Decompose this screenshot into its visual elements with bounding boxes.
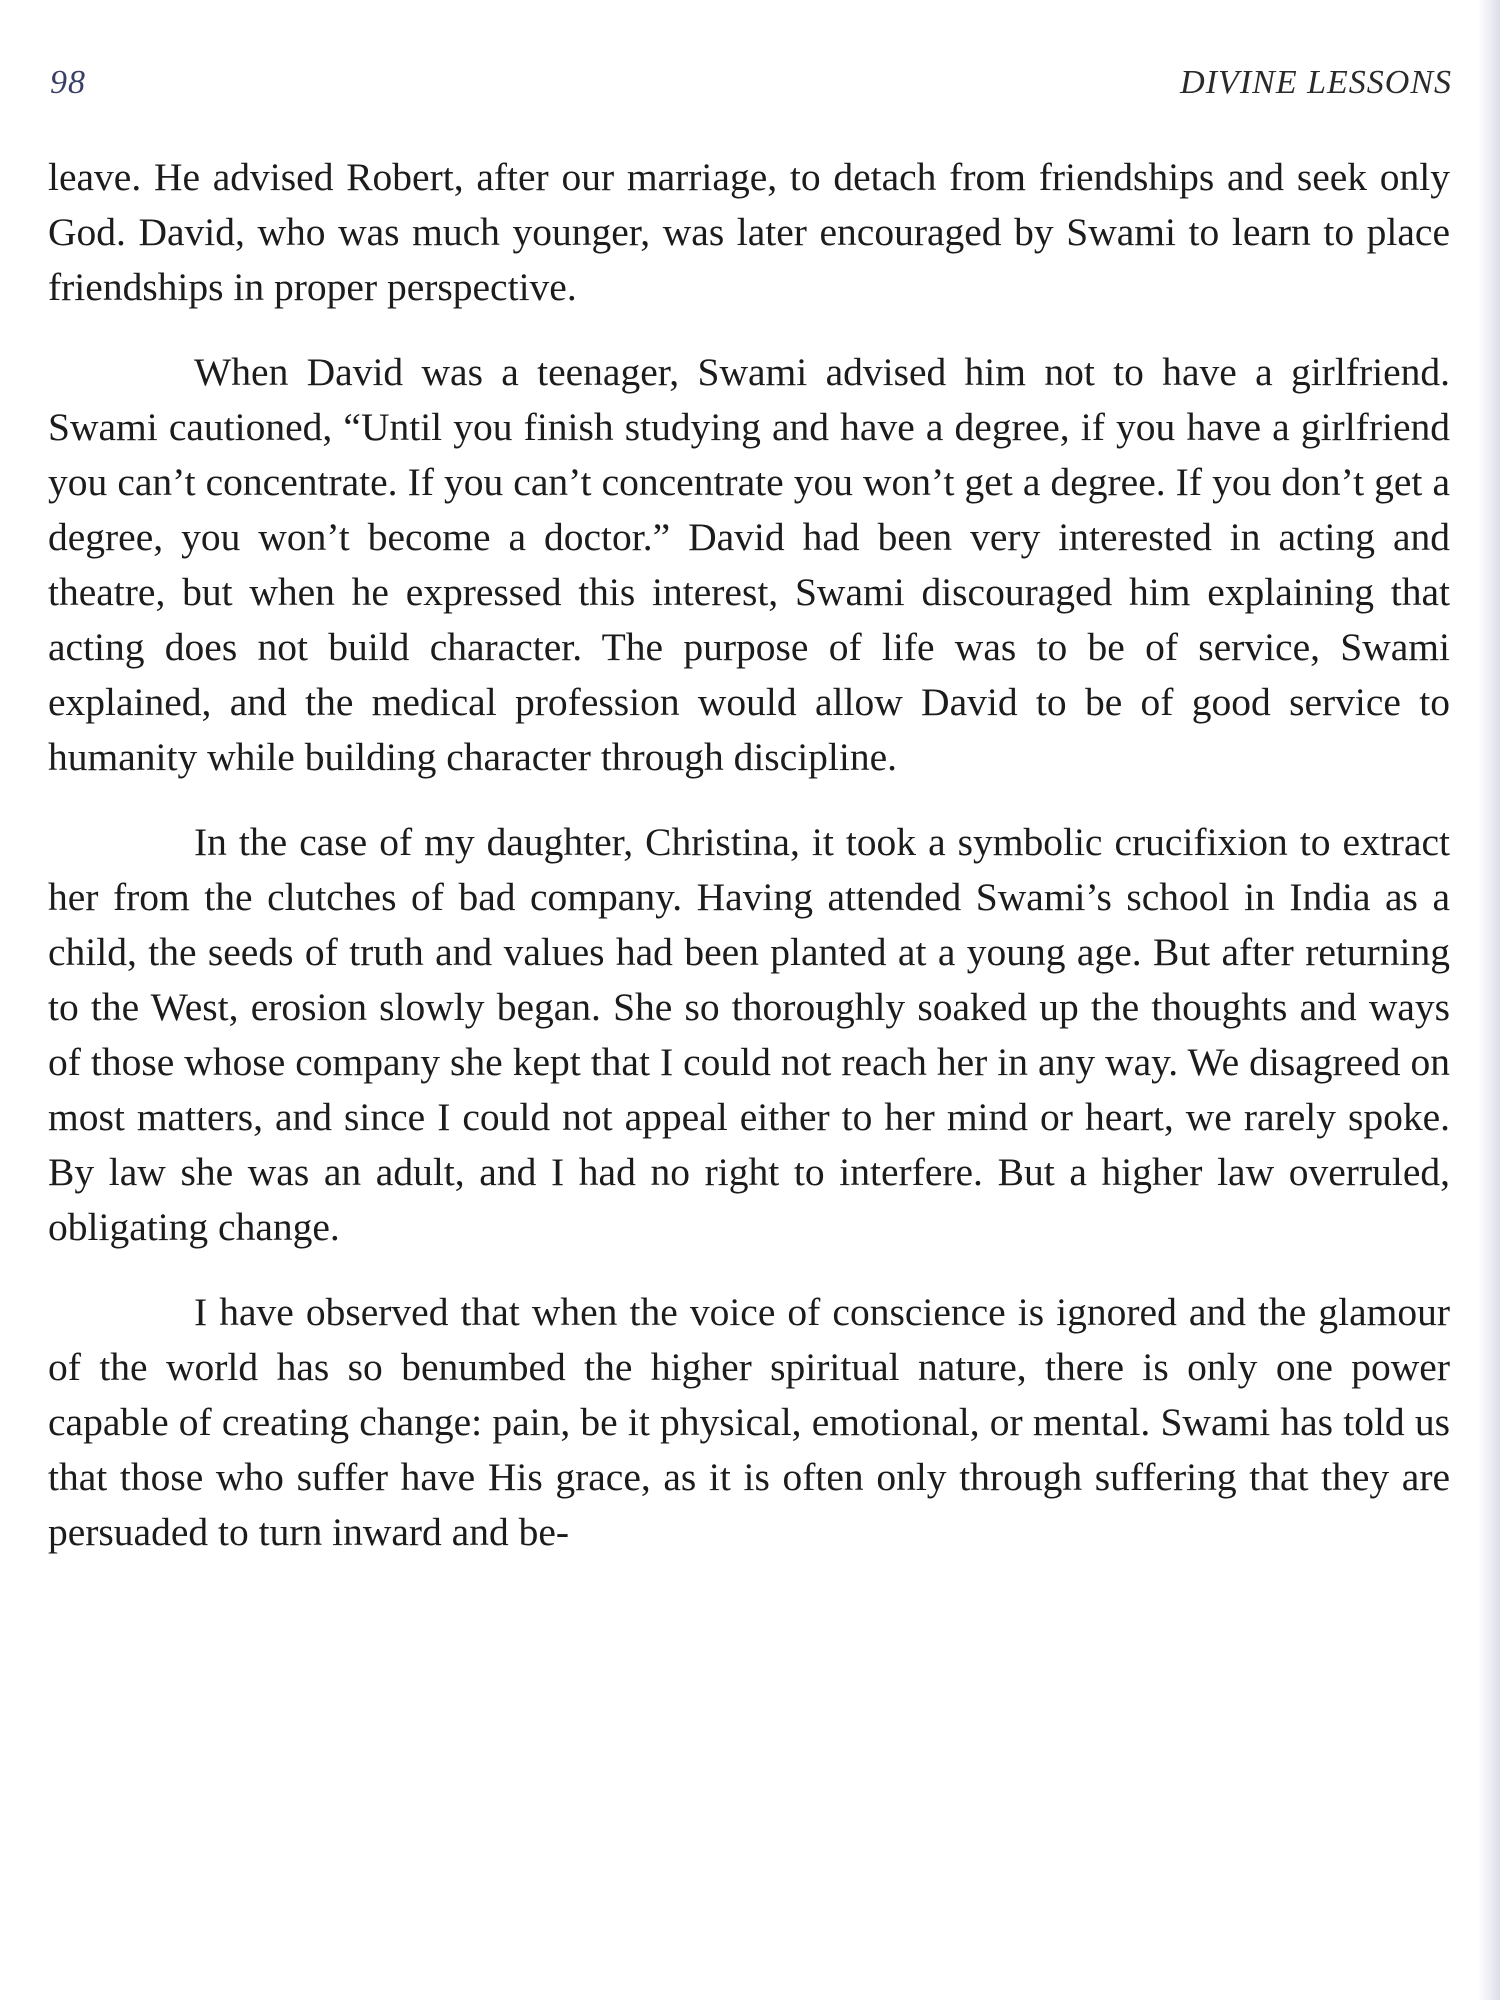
- paragraph-1: leave. He advised Robert, after our marriage, to detach from friendships and seek only God. David, who was much younger, was later encouraged by Swami to learn to place friendships in proper perspective.: [48, 155, 1450, 309]
- paragraph-4: I have observed that when the voice of conscience is ignored and the glamour of the world has so benumbed the higher spiritual nature, there is only one power capable of creating change: pain, be it physical, emotional, or mental. Swami has told us that those who suffer have His grace, as it is often only through suffering that they are persuaded to turn inward and be-: [48, 1290, 1450, 1554]
- page-edge-shadow: [1478, 0, 1500, 2000]
- body-text: [48, 150, 1450, 1590]
- page-number: 98: [50, 64, 86, 101]
- paragraph-2: When David was a teenager, Swami advised him not to have a girlfriend. Swami cautioned, “Until you finish studying and have a degree, if you have a girlfriend you can’t concentrate. If you can’t concentrate you won’t get a degree. If you don’t get a degree, you won’t become a doctor.” David had been very interested in acting and theatre, but when he expressed this interest, Swami discouraged him explaining that acting does not build character. The purpose of life was to be of service, Swami explained, and the medical profession would allow David to be of good service to humanity while building character through discipline.: [48, 350, 1450, 779]
- paragraph-3: In the case of my daughter, Christina, it took a symbolic crucifixion to extract her from the clutches of bad company. Having attended Swami’s school in India as a child, the seeds of truth and values had been planted at a young age. But after returning to the West, erosion slowly began. She so thoroughly soaked up the thoughts and ways of those whose company she kept that I could not reach her in any way. We disagreed on most matters, and since I could not appeal either to her mind or heart, we rarely spoke. By law she was an adult, and I had no right to interfere. But a higher law overruled, obligating change.: [48, 820, 1450, 1249]
- book-title: DIVINE LESSONS: [1180, 64, 1452, 101]
- running-header: [50, 64, 1452, 108]
